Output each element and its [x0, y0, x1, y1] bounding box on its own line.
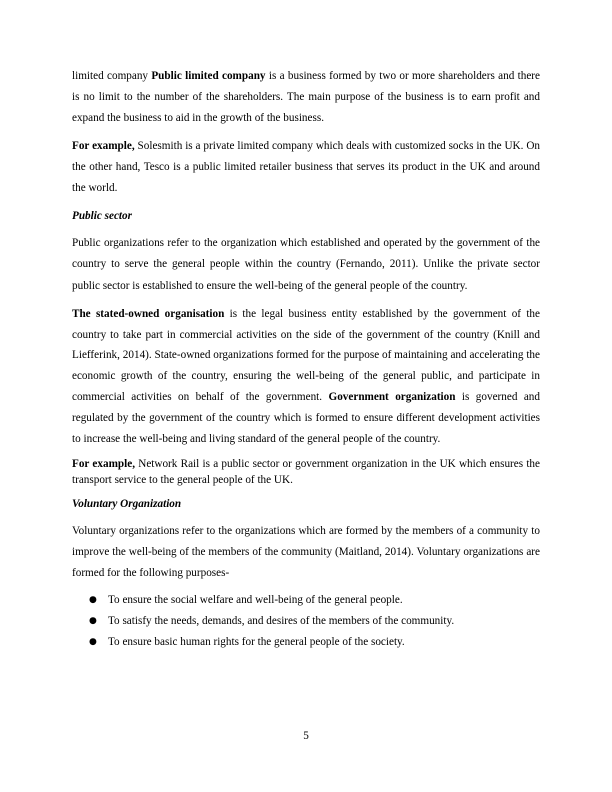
paragraph-text: Solesmith is a private limited company which deals with customized socks in the UK. On the other hand, Tesco is a public limited retailer business that serves its product in the UK and around the world. — [72, 139, 540, 195]
list-item-text: To ensure basic human rights for the general people of the society. — [108, 636, 405, 649]
list-item — [72, 590, 540, 611]
list-item-text: To satisfy the needs, demands, and desires of the members of the community. — [108, 615, 455, 628]
paragraph-text: is a business formed by two or more shareholders and there is no limit to the number of the shareholders. The main purpose of the business is to earn profit and expand the business to aid in the growth of the business. — [72, 70, 540, 125]
paragraph-voluntary-organizations: Voluntary organizations refer to the organizations which are formed by the members of a community to improve the well-being of the members of the community (Maitland, 2014). Voluntary organizations are formed for the following purposes- — [72, 524, 540, 579]
bullet-icon: ● — [89, 637, 97, 648]
example-label: For example, — [72, 457, 135, 470]
bullet-icon: ● — [89, 616, 97, 627]
list-item — [72, 611, 540, 632]
heading-public-sector: Public sector — [72, 209, 132, 222]
paragraph-example-network-rail — [72, 456, 540, 489]
heading-voluntary-organization: Voluntary Organization — [72, 497, 182, 510]
paragraph-text: is governed and regulated by the government of the country which is formed to ensure different development activities to increase the well-being and living standard of the general people of the country. — [72, 391, 540, 446]
example-label: For example, — [72, 139, 135, 152]
document-page — [72, 66, 540, 653]
bullet-icon: ● — [89, 595, 97, 606]
term-public-limited-company: Public limited company — [151, 70, 266, 82]
paragraph-public-limited-company — [72, 66, 540, 130]
term-state-owned-organisation: The stated-owned organisation — [72, 307, 225, 320]
list-item-text: To ensure the social welfare and well-being of the general people. — [108, 594, 403, 607]
page-number: 5 — [303, 730, 309, 742]
paragraph-state-owned — [72, 304, 540, 450]
purposes-list — [72, 590, 540, 653]
paragraph-public-organizations: Public organizations refer to the organization which established and operated by the government of the country to serve the general people within the country (Fernando, 2011). Unlike the private sector public sector is established to ensure the well-being of the general people of the country. — [72, 236, 540, 293]
paragraph-lead: limited company — [72, 70, 152, 82]
list-item — [72, 632, 540, 653]
term-government-organization: Government organization — [328, 391, 456, 404]
paragraph-text: Network Rail is a public sector or government organization in the UK which ensures the transport service to the general people of the UK. — [72, 457, 540, 487]
paragraph-example-private-public — [72, 136, 540, 200]
paragraph-text: is the legal business entity established by the government of the country to take part in commercial activities on the side of the government of the country (Knill and Liefferink, 2014). State-owned organizations formed for the purpose of maintaining and accelerating the economic growth of the country, ensuring the well-being of the general public, and participate in commercial activities on behalf of the government. — [72, 307, 540, 404]
